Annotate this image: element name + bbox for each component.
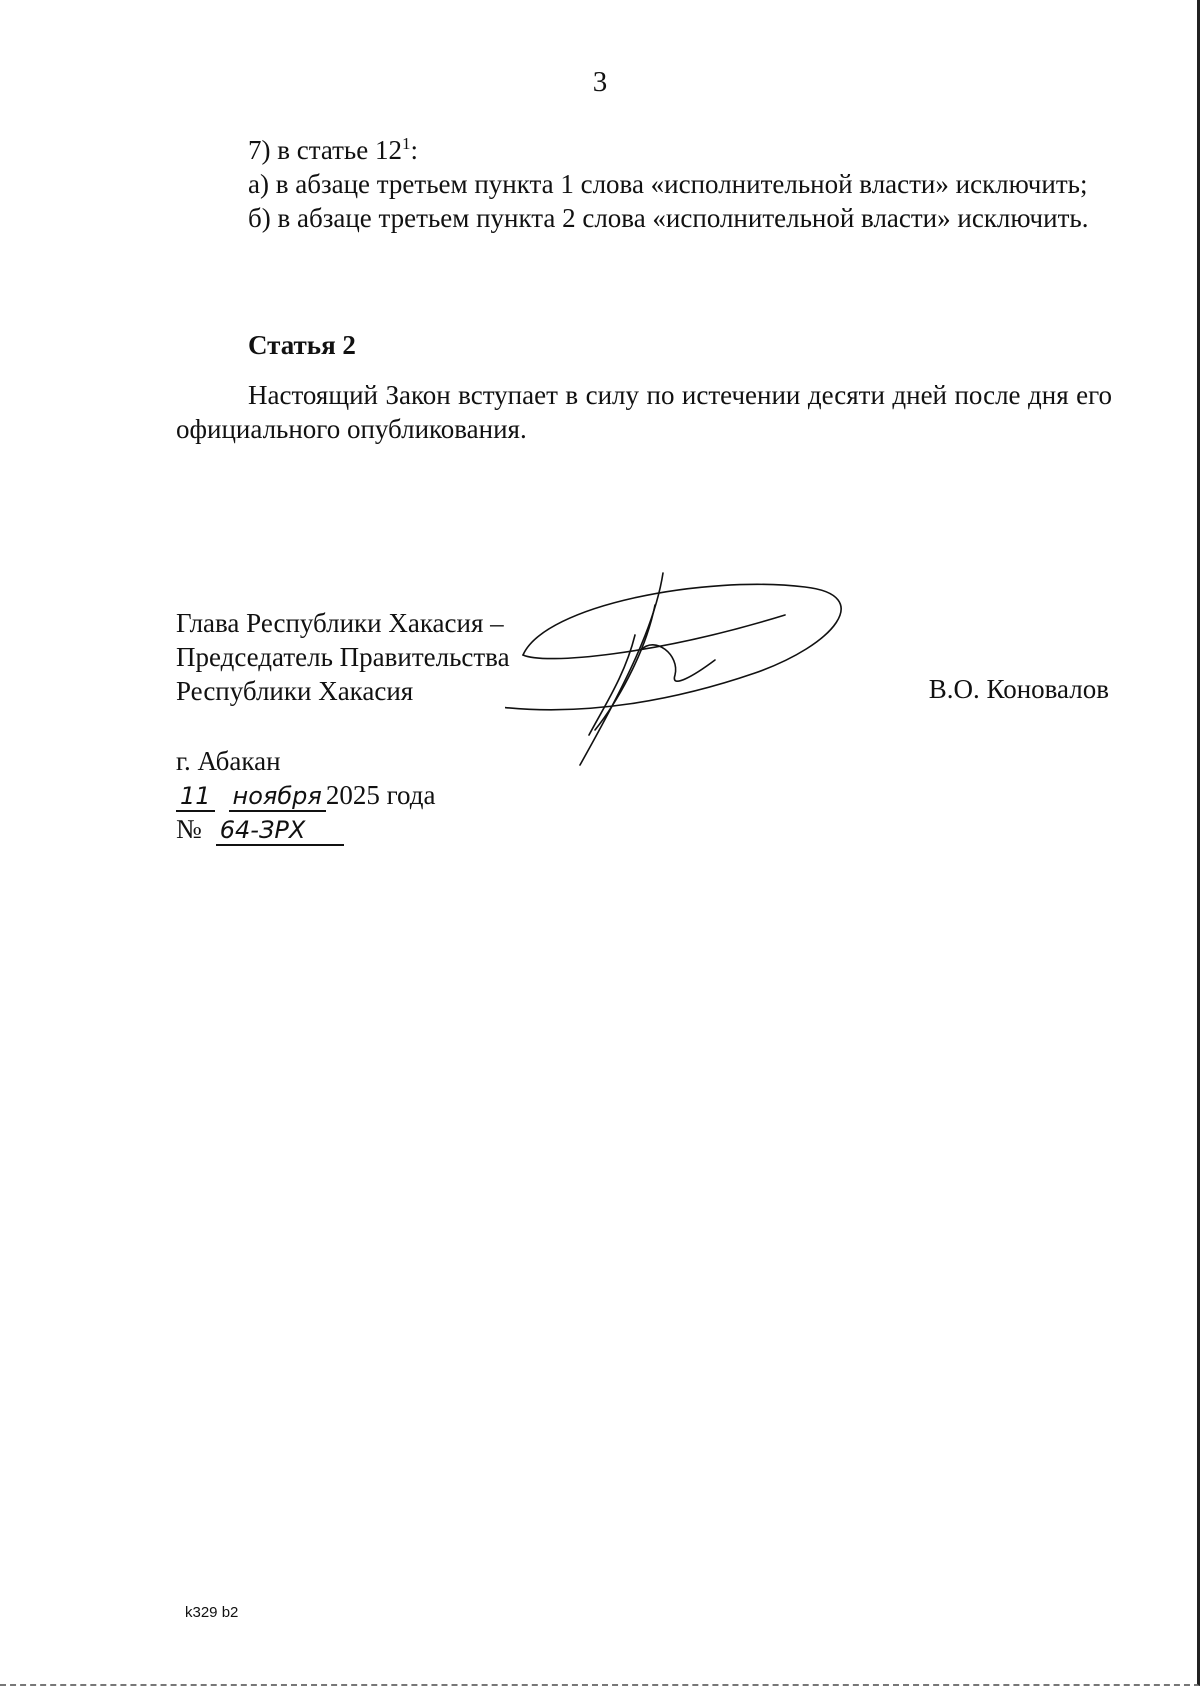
amendment-sub-b: б) в абзаце третьем пункта 2 слова «исполнительной власти» исключить. bbox=[248, 203, 1089, 233]
city: г. Абакан bbox=[176, 746, 281, 776]
signatory-line-3: Республики Хакасия bbox=[176, 676, 414, 706]
handwritten-signature bbox=[505, 565, 905, 775]
page-number: 3 bbox=[592, 66, 608, 98]
law-number: 64-ЗРХ bbox=[216, 816, 344, 846]
article-2-title: Статья 2 bbox=[248, 330, 356, 360]
amendment-sub-a: а) в абзаце третьем пункта 1 слова «исполнительной власти» исключить; bbox=[248, 169, 1088, 199]
date-year: 2025 года bbox=[325, 780, 436, 810]
law-number-line bbox=[176, 812, 435, 846]
amendment-item-7: 7) в статье $12^1$: bbox=[248, 134, 418, 165]
article-2-body-block bbox=[176, 378, 1112, 446]
amendments-block bbox=[176, 133, 1112, 235]
signatory-line-1: Глава Республики Хакасия – bbox=[176, 608, 504, 638]
date-day: 11 bbox=[176, 782, 215, 812]
article-2-body: Настоящий Закон вступает в силу по истечении десяти дней после дня его официального опубликования. bbox=[176, 380, 1112, 444]
signer-name: В.О. Коновалов bbox=[928, 674, 1109, 704]
date-month: ноября bbox=[229, 782, 326, 812]
footer-code: k329 b2 bbox=[185, 1604, 239, 1621]
number-label: № bbox=[176, 814, 202, 844]
date-line bbox=[176, 778, 435, 812]
signatory-title bbox=[176, 606, 510, 708]
place-date-block bbox=[176, 744, 435, 846]
signatory-line-2: Председатель Правительства bbox=[176, 642, 510, 672]
superscript: 1 bbox=[401, 134, 411, 153]
